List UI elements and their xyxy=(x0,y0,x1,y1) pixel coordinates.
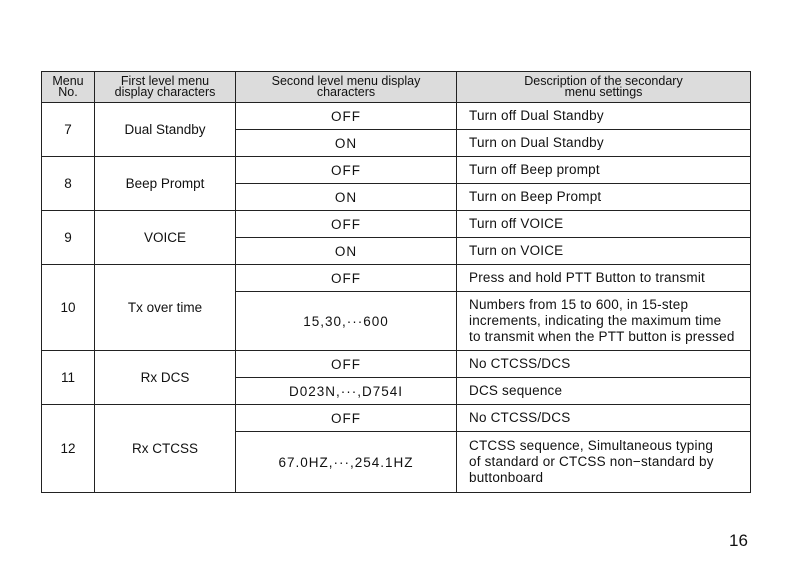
first-level-label: Dual Standby xyxy=(95,103,236,157)
first-level-label: Beep Prompt xyxy=(95,157,236,211)
header-description: Description of the secondary menu settings xyxy=(457,72,751,103)
setting-description: Press and hold PTT Button to transmit xyxy=(457,265,751,292)
setting-description: Turn on Beep Prompt xyxy=(457,184,751,211)
second-level-value: OFF xyxy=(236,265,457,292)
first-level-label: Rx DCS xyxy=(95,351,236,405)
second-level-value: ON xyxy=(236,238,457,265)
table-row xyxy=(42,405,751,432)
table-row xyxy=(42,265,751,292)
setting-description: DCS sequence xyxy=(457,378,751,405)
first-level-label: VOICE xyxy=(95,211,236,265)
setting-description: No CTCSS/DCS xyxy=(457,351,751,378)
setting-description: CTCSS sequence, Simultaneous typing of standard or CTCSS non−standard by buttonboard xyxy=(457,432,751,493)
table-row xyxy=(42,211,751,238)
second-level-value: OFF xyxy=(236,211,457,238)
menu-settings-table xyxy=(41,71,751,493)
setting-description: Turn on VOICE xyxy=(457,238,751,265)
first-level-label: Rx CTCSS xyxy=(95,405,236,493)
menu-number: 11 xyxy=(42,351,95,405)
second-level-value: OFF xyxy=(236,405,457,432)
second-level-value: OFF xyxy=(236,351,457,378)
page-number: 16 xyxy=(729,531,748,550)
menu-number: 9 xyxy=(42,211,95,265)
setting-description: No CTCSS/DCS xyxy=(457,405,751,432)
table-row xyxy=(42,157,751,184)
setting-description: Turn off Dual Standby xyxy=(457,103,751,130)
menu-number: 10 xyxy=(42,265,95,351)
second-level-value: OFF xyxy=(236,157,457,184)
second-level-value: D023N,···,D754I xyxy=(236,378,457,405)
header-menu-no: Menu No. xyxy=(42,72,95,103)
second-level-value: 67.0HZ,···,254.1HZ xyxy=(236,432,457,493)
second-level-value: ON xyxy=(236,184,457,211)
second-level-value: ON xyxy=(236,130,457,157)
header-second-level: Second level menu display characters xyxy=(236,72,457,103)
header-first-level: First level menu display characters xyxy=(95,72,236,103)
setting-description: Turn off VOICE xyxy=(457,211,751,238)
second-level-value: OFF xyxy=(236,103,457,130)
table-row xyxy=(42,351,751,378)
table-header-row xyxy=(42,72,751,103)
first-level-label: Tx over time xyxy=(95,265,236,351)
setting-description: Turn on Dual Standby xyxy=(457,130,751,157)
setting-description: Numbers from 15 to 600, in 15-step increments, indicating the maximum time to transmit when the PTT button is pressed xyxy=(457,292,751,351)
menu-number: 8 xyxy=(42,157,95,211)
menu-number: 12 xyxy=(42,405,95,493)
second-level-value: 15,30,···600 xyxy=(236,292,457,351)
setting-description: Turn off Beep prompt xyxy=(457,157,751,184)
menu-number: 7 xyxy=(42,103,95,157)
table-row xyxy=(42,103,751,130)
